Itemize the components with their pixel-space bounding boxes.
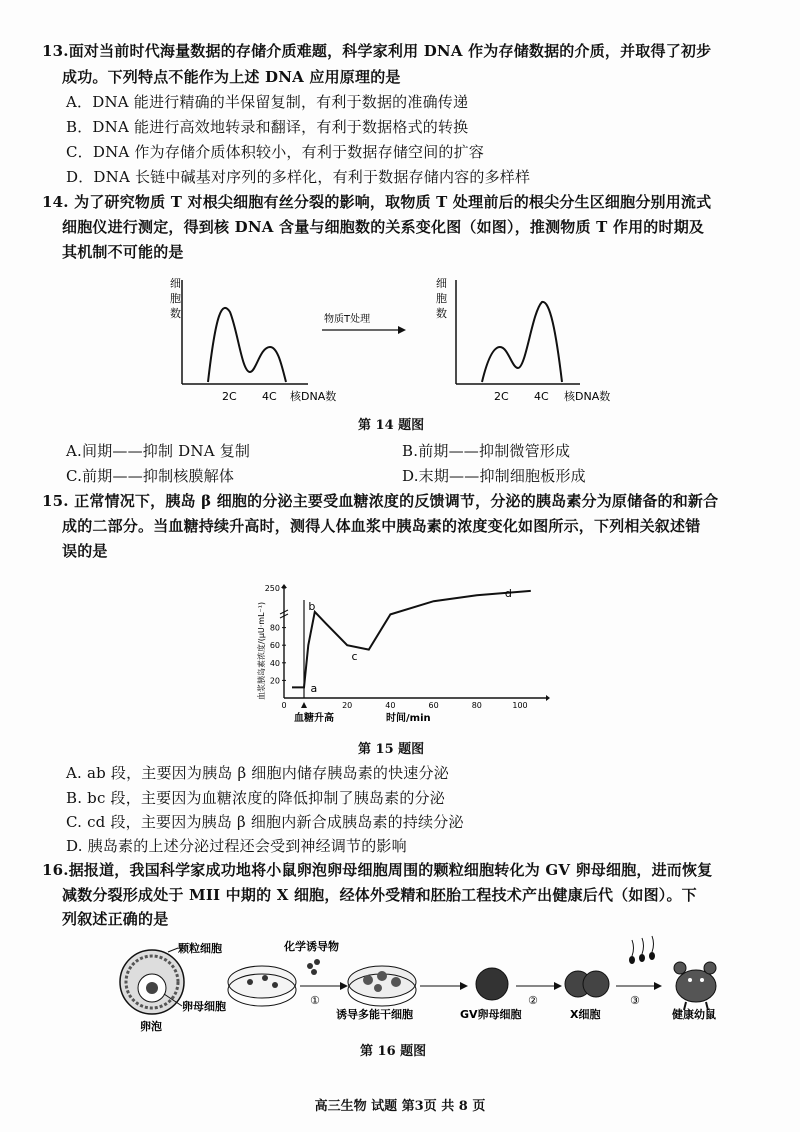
q14-option-c: C.前期——抑制核膜解体: [66, 467, 235, 485]
q15-stem-line2: 成的二部分。当血糖持续升高时，测得人体血浆中胰岛素的浓度变化如图所示，下列相关叙述错: [62, 517, 701, 535]
gv-oocyte-cell: [476, 968, 508, 1000]
q15-yaxis-arrow: [281, 584, 287, 588]
q15-stem-line3: 误的是: [62, 542, 108, 560]
q15-series-line: [292, 591, 531, 688]
q14-left-ylabel-2: 胞: [170, 292, 181, 305]
q15-ytick-label: 80: [269, 623, 280, 633]
q14-left-ylabel-3: 数: [170, 307, 181, 320]
q16-figure: [110, 930, 750, 1040]
q16-step-2: ②: [528, 994, 538, 1007]
q13-option-c: C．DNA 作为存储介质体积较小，有利于数据存储空间的扩容: [66, 143, 485, 161]
q14-option-a: A.间期——抑制 DNA 复制: [66, 442, 251, 460]
q15-xtick-label: 80: [471, 701, 482, 710]
q15-ytick-label: 250: [264, 584, 280, 593]
q15-chart: [250, 580, 550, 730]
q16-label-gv: GV卵母细胞: [460, 1008, 522, 1021]
q14-right-ylabel-3: 数: [436, 307, 447, 320]
q14-arrow: [322, 312, 406, 334]
culture-dish-1: [228, 966, 296, 1006]
q15-ylabel: 血浆胰岛素浓度/(μU·mL⁻¹): [257, 601, 266, 700]
q15-ytick-label: 20: [269, 676, 280, 686]
q14-option-d: D.末期——抑制细胞板形成: [402, 467, 586, 485]
q16-label-chem: 化学诱导物: [284, 940, 339, 953]
q15-option-c: C. cd 段，主要因为胰岛 β 细胞内新合成胰岛素的持续分泌: [66, 813, 464, 831]
q16-step-3: ③: [630, 994, 640, 1007]
q16-stem-line3: 列叙述正确的是: [62, 910, 169, 928]
q16-label-mouse: 健康幼鼠: [672, 1008, 716, 1021]
q16-label-follicle: 卵泡: [140, 1020, 162, 1033]
q15-caption: 第 15 题图: [358, 742, 425, 757]
q14-right-curve: [482, 302, 562, 382]
q16-label-granulosa: 颗粒细胞: [178, 942, 222, 955]
q14-right-ylabel-2: 胞: [436, 292, 447, 305]
q13-stem-line1: 13.面对当前时代海量数据的存储介质难题，科学家利用 DNA 作为存储数据的介质，并取得了初步: [42, 42, 712, 60]
mouse-icon: [674, 962, 716, 1010]
q15-ytick-label: 40: [269, 658, 280, 668]
q14-left-tick-4c: 4C: [262, 390, 277, 403]
q14-right-xlabel: 核DNA数: [564, 390, 611, 403]
q15-ytick-label: 60: [269, 641, 280, 651]
q15-xlabel: 时间/min: [386, 713, 431, 724]
q16-stem-line1: 16.据报道，我国科学家成功地将小鼠卵泡卵母细胞周围的颗粒细胞转化为 GV 卵母细胞，进而恢复: [42, 861, 713, 879]
q14-right-tick-2c: 2C: [494, 390, 509, 403]
q14-left-xlabel: 核DNA数: [290, 390, 337, 403]
q13-option-a: A．DNA 能进行精确的半保留复制，有利于数据的准确传递: [66, 93, 469, 111]
q14-left-curve: [208, 308, 286, 382]
q14-option-b: B.前期——抑制微管形成: [402, 442, 571, 460]
q15-stem-line1: 15. 正常情况下，胰岛 β 细胞的分泌主要受血糖浓度的反馈调节，分泌的胰岛素分为原储备的和新合: [42, 492, 719, 510]
q15-xtick-label: 40: [385, 701, 396, 710]
chemical-inducer-icon: [307, 959, 320, 975]
q13-option-d: D．DNA 长链中碱基对序列的多样化，有利于数据存储内容的多样样: [66, 168, 531, 186]
q15-event-arrow: [301, 702, 307, 708]
page-footer: 高三生物 试题 第3页 共 8 页: [314, 1099, 486, 1114]
q14-right-plot: [436, 277, 610, 403]
q16-step-1: ①: [310, 994, 320, 1007]
q15-point-label-b: b: [308, 599, 316, 613]
q13-option-b: B．DNA 能进行高效地转录和翻译，有利于数据格式的转换: [66, 118, 469, 136]
q14-left-plot: [170, 277, 336, 403]
q14-right-ylabel-1: 细: [436, 277, 447, 290]
q15-option-d: D. 胰岛素的上述分泌过程还会受到神经调节的影响: [66, 837, 407, 855]
q15-point-label-c: c: [351, 650, 358, 664]
q15-xtick-label: 20: [342, 701, 353, 710]
q14-figure: [160, 272, 640, 412]
q13-stem-line2: 成功。下列特点不能作为上述 DNA 应用原理的是: [62, 68, 401, 86]
q15-option-b: B. bc 段，主要因为血糖浓度的降低抑制了胰岛素的分泌: [66, 789, 445, 807]
q16-stem-line2: 减数分裂形成处于 MII 中期的 X 细胞，经体外受精和胚胎工程技术产出健康后代（如图）。下: [62, 886, 697, 904]
q15-xaxis-arrow: [546, 695, 550, 701]
q16-label-ips: 诱导多能干细胞: [336, 1008, 413, 1021]
q14-left-ylabel-1: 细: [170, 277, 181, 290]
q14-stem-line3: 其机制不可能的是: [62, 243, 184, 261]
q15-option-a: A. ab 段，主要因为胰岛 β 细胞内储存胰岛素的快速分泌: [66, 764, 449, 782]
q15-event-label: 血糖升高: [294, 713, 334, 724]
q14-caption: 第 14 题图: [358, 418, 425, 433]
q15-point-label-a: a: [310, 682, 318, 695]
q16-label-oocyte: 卵母细胞: [182, 1000, 226, 1013]
q14-right-tick-4c: 4C: [534, 390, 549, 403]
q15-xtick-label: 0: [281, 701, 287, 710]
q15-xtick-label: 60: [428, 701, 439, 710]
q14-left-tick-2c: 2C: [222, 390, 237, 403]
q14-arrow-label: 物质T处理: [324, 314, 371, 325]
q16-caption: 第 16 题图: [360, 1044, 427, 1059]
q14-stem-line1: 14. 为了研究物质 T 对根尖细胞有丝分裂的影响，取物质 T 处理前后的根尖分生区细胞分别用流式: [42, 193, 712, 211]
sperm-icons: [629, 936, 655, 964]
follicle-diagram: [120, 950, 184, 1014]
q15-point-label-d: d: [504, 587, 512, 601]
q15-axes: [280, 584, 550, 708]
culture-dish-2: [348, 966, 416, 1006]
q15-xtick-label: 100: [512, 701, 528, 710]
q14-stem-line2: 细胞仪进行测定，得到核 DNA 含量与细胞数的关系变化图（如图），推测物质 T 作用的时期及: [62, 218, 705, 236]
q15-point-labels: [308, 587, 512, 695]
x-cells: [565, 971, 609, 997]
q16-label-xcell: X细胞: [570, 1008, 601, 1021]
